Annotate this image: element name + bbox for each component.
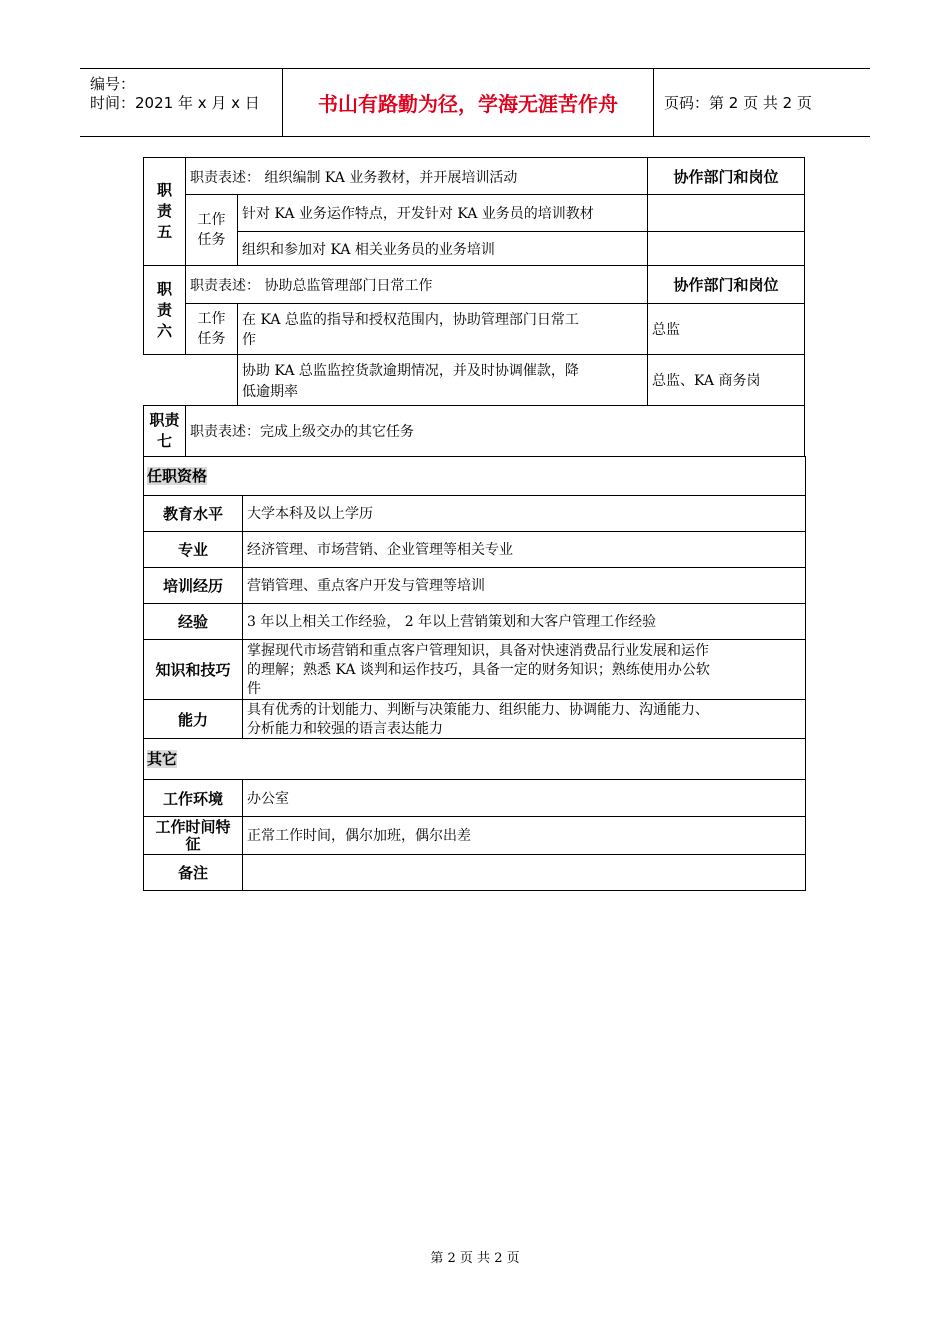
knowledge-label-cell bbox=[143, 639, 243, 700]
duty5-task-label-cell bbox=[185, 194, 238, 266]
ability-label-cell bbox=[143, 699, 243, 739]
duty6-task2-line1: 协助 KA 总监监控货款逾期情况，并及时协调催款，降 bbox=[242, 363, 579, 379]
major-value-cell bbox=[242, 531, 806, 568]
ability-label: 能力 bbox=[177, 710, 208, 729]
note-value-cell bbox=[242, 854, 806, 891]
work-env-value-cell bbox=[242, 779, 806, 817]
training-label: 培训经历 bbox=[162, 577, 223, 595]
duty5-coop-header: 协作部门和岗位 bbox=[673, 167, 779, 186]
education-value-cell bbox=[242, 495, 806, 532]
qualifications-section-header bbox=[143, 456, 806, 496]
training-label-cell bbox=[143, 567, 243, 604]
duty6-task1-cell bbox=[237, 303, 648, 355]
work-time-value-cell bbox=[242, 816, 806, 855]
duty6-title: 职责六 bbox=[156, 279, 172, 340]
knowledge-label: 知识和技巧 bbox=[155, 661, 231, 679]
duty7-desc-cell bbox=[185, 405, 805, 457]
header-page-number: 页码：第 2 页 共 2 页 bbox=[664, 94, 812, 112]
duty6-coop-header-cell bbox=[647, 265, 805, 304]
qualifications-section-title: 任职资格 bbox=[147, 467, 208, 485]
duty7-title-cell bbox=[143, 405, 186, 457]
major-value: 经济管理、市场营销、企业管理等相关专业 bbox=[247, 542, 513, 558]
duty6-desc-cell bbox=[185, 265, 648, 304]
duty6-task2-line2: 低逾期率 bbox=[242, 384, 298, 400]
duty6-task1-coop-cell bbox=[647, 303, 805, 355]
work-time-label-line2: 征 bbox=[185, 834, 201, 853]
experience-label: 经验 bbox=[177, 613, 208, 631]
work-env-label: 工作环境 bbox=[162, 789, 223, 808]
knowledge-line1: 掌握现代市场营销和重点客户管理知识，具备对快速消费品行业发展和运作 bbox=[247, 643, 709, 659]
motto-text: 书山有路勤为径，学海无涯苦作舟 bbox=[318, 92, 618, 116]
knowledge-value-cell bbox=[242, 639, 806, 700]
work-env-value: 办公室 bbox=[247, 791, 289, 807]
duty5-title-cell bbox=[143, 157, 186, 266]
duty7-desc: 职责表述：完成上级交办的其它任务 bbox=[190, 424, 414, 440]
education-label-cell bbox=[143, 495, 243, 532]
duty5-task-label: 工作任务 bbox=[197, 212, 226, 248]
note-label: 备注 bbox=[177, 864, 208, 882]
duty6-desc: 职责表述： 协助总监管理部门日常工作 bbox=[190, 278, 433, 294]
duty5-desc-cell bbox=[185, 157, 648, 195]
duty6-coop-header: 协作部门和岗位 bbox=[673, 276, 779, 294]
knowledge-line2: 的理解；熟悉 KA 谈判和运作技巧，具备一定的财务知识；熟练使用办公软 bbox=[247, 662, 710, 678]
duty5-task2-coop-cell bbox=[647, 231, 805, 266]
duty5-task1-coop-cell bbox=[647, 194, 805, 232]
knowledge-line3: 件 bbox=[247, 681, 261, 697]
duty6-task2-cell bbox=[237, 354, 648, 406]
duty5-desc: 职责表述： 组织编制 KA 业务教材，并开展培训活动 bbox=[190, 170, 518, 186]
major-label-cell bbox=[143, 531, 243, 568]
duty6-task-label-cell bbox=[185, 303, 238, 355]
page-footer: 第 2 页 共 2 页 bbox=[430, 1251, 520, 1266]
other-section-title: 其它 bbox=[147, 750, 178, 768]
duty5-task1: 针对 KA 业务运作特点，开发针对 KA 业务员的培训教材 bbox=[242, 206, 594, 222]
education-value: 大学本科及以上学历 bbox=[247, 506, 373, 522]
training-value: 营销管理、重点客户开发与管理等培训 bbox=[247, 578, 485, 594]
header-page-cell bbox=[654, 69, 870, 136]
ability-line1: 具有优秀的计划能力、判断与决策能力、组织能力、协调能力、沟通能力、 bbox=[247, 702, 709, 718]
work-time-value: 正常工作时间，偶尔加班，偶尔出差 bbox=[247, 828, 471, 844]
duty5-task1-cell bbox=[237, 194, 648, 232]
work-time-label-line1: 工作时间特 bbox=[155, 817, 231, 836]
duty6-task1-line2: 作 bbox=[242, 332, 256, 348]
page-header bbox=[80, 68, 870, 137]
experience-label-cell bbox=[143, 603, 243, 640]
duty6-task-label: 工作任务 bbox=[197, 311, 226, 347]
duty5-task2: 组织和参加对 KA 相关业务员的业务培训 bbox=[242, 242, 495, 258]
other-section-header bbox=[143, 738, 806, 780]
duty6-task1-coop: 总监 bbox=[652, 322, 680, 338]
duty5-title: 职责五 bbox=[156, 181, 172, 241]
note-label-cell bbox=[143, 854, 243, 891]
duty5-coop-header-cell bbox=[647, 157, 805, 195]
document-time-label: 时间：2021 年 x 月 x 日 bbox=[90, 94, 260, 112]
education-label: 教育水平 bbox=[162, 505, 223, 523]
header-motto-cell bbox=[283, 69, 654, 136]
duty6-title-cell bbox=[143, 265, 186, 355]
work-time-label-cell bbox=[143, 816, 243, 855]
duty6-task2-coop: 总监、KA 商务岗 bbox=[652, 373, 761, 389]
work-env-label-cell bbox=[143, 779, 243, 817]
ability-value-cell bbox=[242, 699, 806, 739]
header-meta-cell bbox=[80, 69, 283, 136]
duty7-title-line1: 职责 bbox=[149, 411, 180, 429]
experience-value-cell bbox=[242, 603, 806, 640]
training-value-cell bbox=[242, 567, 806, 604]
experience-value: 3 年以上相关工作经验， 2 年以上营销策划和大客户管理工作经验 bbox=[247, 614, 657, 630]
document-number-label: 编号： bbox=[90, 75, 136, 93]
duty5-task2-cell bbox=[237, 231, 648, 266]
duty6-task2-coop-cell bbox=[647, 354, 805, 406]
major-label: 专业 bbox=[177, 541, 208, 559]
duty6-task1-line1: 在 KA 总监的指导和授权范围内，协助管理部门日常工 bbox=[242, 312, 579, 328]
duty7-title-line2: 七 bbox=[156, 432, 172, 450]
ability-line2: 分析能力和较强的语言表达能力 bbox=[247, 721, 443, 737]
